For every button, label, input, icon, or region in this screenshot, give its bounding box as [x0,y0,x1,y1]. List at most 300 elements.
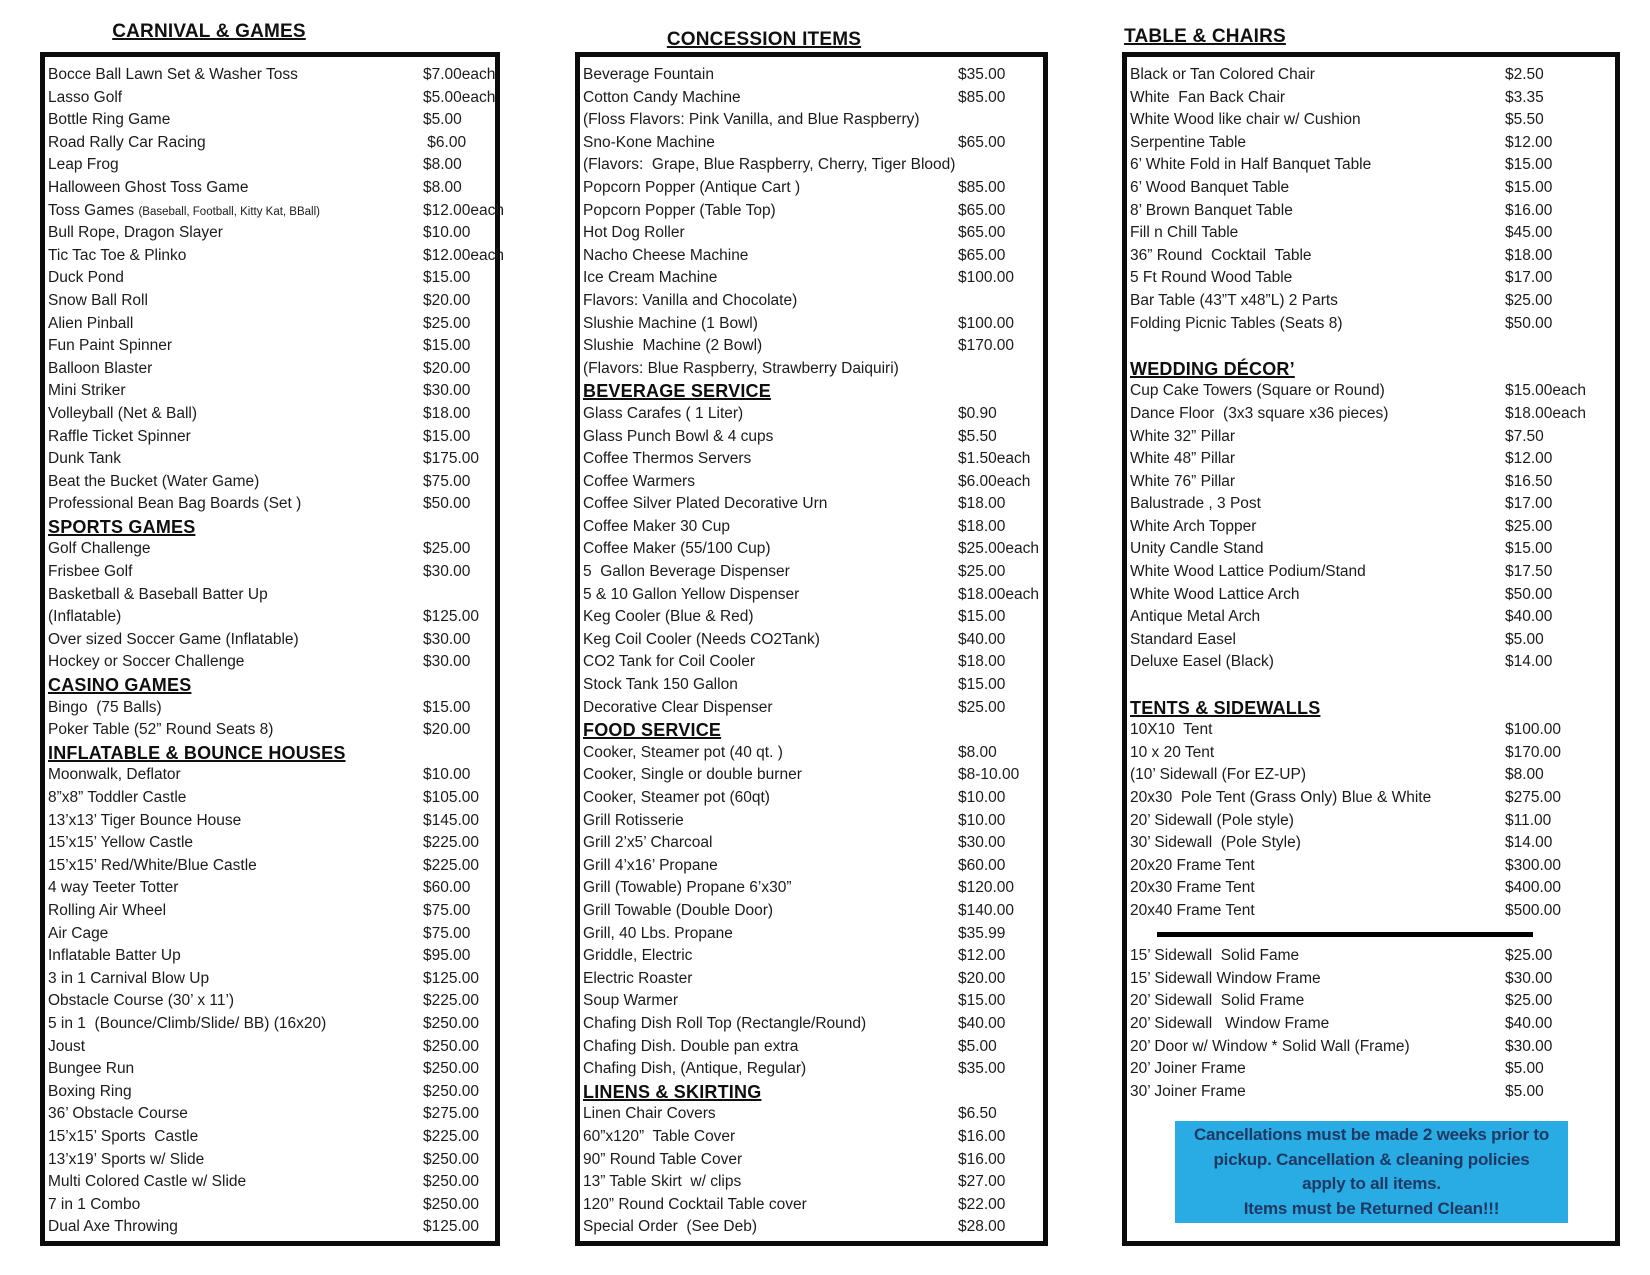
item-price: $5.00 [1505,1060,1544,1078]
item-name: 5 Gallon Beverage Dispenser [583,563,790,581]
item-price: $15.00 [423,698,471,716]
item-row [580,109,1043,132]
item-name: Hot Dog Roller [583,224,685,242]
item-row [580,923,1043,946]
item-price: $250.00 [423,1060,480,1078]
item-row [580,1126,1043,1149]
item-name: Coffee Warmers [583,472,695,490]
section-header-label: INFLATABLE & BOUNCE HOUSES [48,742,346,763]
item-name: Chafing Dish, (Antique, Regular) [583,1060,807,1078]
item-price: $15.00 [423,269,471,287]
item-name: 5 Ft Round Wood Table [1130,269,1293,287]
item-price: $30.00 [958,834,1006,852]
item-row [1127,471,1615,494]
item-row [580,403,1043,426]
item-price: $12.00 [958,947,1006,965]
item-price: $20.00 [958,969,1006,987]
item-price: $145.00 [423,811,480,829]
item-row [1127,651,1615,674]
item-row [1127,177,1615,200]
item-row [45,945,495,968]
item-name: 20x40 Frame Tent [1130,901,1255,919]
item-row [580,177,1043,200]
item-name: Grill Towable (Double Door) [583,901,774,919]
item-price: $6.00 [423,133,467,151]
item-row [1127,1036,1615,1059]
price-list-table-chairs [1122,52,1620,1246]
item-name: Coffee Thermos Servers [583,450,752,468]
item-price: $500.00 [1505,901,1562,919]
item-name: Dual Axe Throwing [48,1218,178,1236]
item-row [45,403,495,426]
item-row [45,267,495,290]
item-price: $30.00 [423,382,471,400]
item-name: Serpentine Table [1130,133,1247,151]
item-row [45,290,495,313]
item-row [580,290,1043,313]
item-name: White 76” Pillar [1130,472,1236,490]
item-price: $15.00each [1505,382,1587,400]
item-name: 20’ Door w/ Window * Solid Wall (Frame) [1130,1037,1410,1055]
item-name: Grill Rotisserie [583,811,684,829]
item-row [1127,810,1615,833]
item-price: $5.00each [423,88,496,106]
item-name: Fun Paint Spinner [48,337,173,355]
item-row [580,245,1043,268]
item-name: Balustrade , 3 Post [1130,495,1261,513]
item-price: $30.00 [423,653,471,671]
item-name: White Wood Lattice Arch [1130,585,1300,603]
item-name: Keg Coil Cooler (Needs CO2Tank) [583,630,820,648]
item-price: $75.00 [423,472,471,490]
item-price: $25.00 [958,563,1006,581]
item-price: $8.00 [958,743,997,761]
item-price: $35.00 [958,1060,1006,1078]
item-row [580,1216,1043,1239]
item-name: Bocce Ball Lawn Set & Washer Toss [48,66,298,83]
item-name: Bull Rope, Dragon Slayer [48,224,223,242]
item-row [45,832,495,855]
item-name: Cooker, Steamer pot (60qt) [583,789,770,806]
section-header [580,719,1043,742]
item-row [1127,1058,1615,1081]
item-price: $250.00 [423,1082,480,1100]
item-name: Leap Frog [48,156,119,174]
item-name: Alien Pinball [48,314,134,332]
item-row [45,697,495,720]
item-name: Folding Picnic Tables (Seats 8) [1130,314,1343,332]
section-header [1127,358,1615,381]
item-price: $12.00each [423,246,505,264]
item-price: $18.00each [958,585,1040,603]
item-row [1127,267,1615,290]
item-price: $20.00 [423,291,471,309]
item-name: Ice Cream Machine [583,269,718,287]
item-price: $40.00 [958,1014,1006,1032]
item-row [580,132,1043,155]
item-price: $20.00 [423,359,471,377]
item-row [1127,426,1615,449]
notice-line: apply to all items. [1302,1174,1441,1193]
item-name: Obstacle Course (30’ x 11’) [48,992,235,1010]
item-price: $15.00 [1505,156,1553,174]
item-row [1127,245,1615,268]
item-price: $22.00 [958,1195,1006,1213]
blank-row [1127,335,1615,358]
item-price: $100.00 [1505,721,1562,739]
item-price: $12.00 [1505,450,1553,468]
item-name: Decorative Clear Dispenser [583,698,773,716]
item-price: $15.00 [1505,540,1553,558]
item-price: $40.00 [1505,608,1553,626]
item-name: 15’x15’ Red/White/Blue Castle [48,856,257,874]
item-price: $225.00 [423,856,480,874]
item-name: Raffle Ticket Spinner [48,427,191,445]
notice-line: pickup. Cancellation & cleaning policies [1213,1149,1530,1169]
item-price: $5.00 [958,1037,997,1055]
item-name-detail: (Baseball, Football, Kitty Kat, BBall) [138,206,320,219]
item-row [45,1171,495,1194]
item-row [45,877,495,900]
item-price: $16.50 [1505,472,1553,490]
item-name: 20x30 Pole Tent (Grass Only) Blue & White [1130,789,1432,806]
item-name: Coffee Maker (55/100 Cup) [583,540,771,558]
item-price: $65.00 [958,201,1006,219]
item-name: Grill 4’x16’ Propane [583,856,718,874]
item-price: $3.35 [1505,88,1544,106]
item-row [45,64,495,87]
item-name: (Inflatable) [48,608,122,626]
item-row [45,448,495,471]
divider-line [1157,932,1533,937]
section-header [580,1081,1043,1104]
item-name: Unity Candle Stand [1130,540,1264,558]
item-name: 20’ Sidewall Window Frame [1130,1014,1330,1032]
notice-line: Items must be Returned Clean!!! [1243,1198,1500,1218]
item-name: Hockey or Soccer Challenge [48,653,245,671]
item-row [45,584,495,607]
section-header-label: TENTS & SIDEWALLS [1130,697,1321,718]
column-title-carnival-games: CARNIVAL & GAMES [112,21,306,42]
item-price: $18.00 [958,517,1006,535]
item-name: Balloon Blaster [48,359,153,377]
item-price: $25.00 [1505,947,1553,965]
item-row [45,313,495,336]
item-row [1127,64,1615,87]
item-row [580,493,1043,516]
item-row [580,516,1043,539]
item-name: 36” Round Cocktail Table [1130,246,1312,264]
item-row [580,335,1043,358]
item-price: $275.00 [423,1105,480,1123]
item-row [45,1194,495,1217]
item-row [45,810,495,833]
item-name: Deluxe Easel (Black) [1130,653,1274,671]
item-name: Bingo (75 Balls) [48,698,162,716]
item-row [1127,222,1615,245]
item-price: $175.00 [423,450,480,468]
item-price: $11.00 [1505,811,1552,829]
item-row [580,945,1043,968]
item-price: $5.50 [1505,111,1544,129]
item-name: Professional Bean Bag Boards (Set ) [48,495,302,513]
item-name: 10 x 20 Tent [1130,743,1215,761]
item-row [1127,403,1615,426]
item-row [45,1058,495,1081]
item-price: $100.00 [958,269,1015,287]
item-price: $25.00 [423,540,471,558]
item-price: $1.50each [958,450,1031,468]
item-name: Griddle, Electric [583,947,693,965]
item-price: $65.00 [958,133,1006,151]
item-price: $15.00 [423,337,471,355]
section-header [45,742,495,765]
item-name: Snow Ball Roll [48,291,148,309]
item-name: 20’ Sidewall (Pole style) [1130,811,1294,829]
item-price: $18.00 [423,404,471,422]
item-row [580,87,1043,110]
item-row [1127,606,1615,629]
item-price: $16.00 [958,1127,1006,1145]
section-header-label: LINENS & SKIRTING [583,1081,762,1102]
item-price: $35.99 [958,924,1006,942]
item-name: 13” Table Skirt w/ clips [583,1173,742,1191]
item-row [1127,87,1615,110]
item-name: 4 way Teeter Totter [48,879,179,897]
section-header-label: SPORTS GAMES [48,516,196,537]
item-price: $5.00 [1505,630,1544,648]
item-price: $125.00 [423,1218,480,1236]
item-name: White 32” Pillar [1130,427,1236,445]
item-name: 3 in 1 Carnival Blow Up [48,969,210,987]
item-name: Beverage Fountain [583,66,714,83]
item-name: White 48” Pillar [1130,450,1236,468]
item-price: $50.00 [1505,314,1553,332]
item-row [45,471,495,494]
item-name: White Fan Back Chair [1130,88,1286,106]
section-header [1127,697,1615,720]
item-row [45,606,495,629]
item-price: $18.00 [958,653,1006,671]
item-row [1127,742,1615,765]
item-name: Glass Punch Bowl & 4 cups [583,427,774,445]
item-price: $17.00 [1505,269,1553,287]
item-row [45,561,495,584]
item-row [580,1103,1043,1126]
item-name: 15’ Sidewall Window Frame [1130,969,1321,987]
item-price: $5.50 [958,427,997,445]
item-price: $25.00 [958,698,1006,716]
item-row [45,1103,495,1126]
item-price: $30.00 [423,563,471,581]
item-row [580,471,1043,494]
item-row [580,629,1043,652]
section-header-label: FOOD SERVICE [583,720,722,741]
item-name: Beat the Bucket (Water Game) [48,472,260,490]
item-name: Grill 2’x5’ Charcoal [583,834,713,852]
section-header [45,674,495,697]
item-row [580,448,1043,471]
item-row [580,200,1043,223]
item-name: Chafing Dish Roll Top (Rectangle/Round) [583,1014,867,1032]
item-price: $5.00 [1505,1082,1544,1100]
item-name: Flavors: Vanilla and Chocolate) [583,291,798,309]
item-row [45,154,495,177]
item-price: $6.50 [958,1105,997,1123]
item-row [580,222,1043,245]
item-name: 15’x15’ Sports Castle [48,1127,199,1145]
item-name: Joust [48,1037,86,1055]
item-row [580,1058,1043,1081]
item-row [45,335,495,358]
item-price: $25.00each [958,540,1040,558]
item-price: $250.00 [423,1195,480,1213]
item-price: $30.00 [1505,1037,1553,1055]
item-name: Black or Tan Colored Chair [1130,66,1315,83]
item-price: $6.00each [958,472,1031,490]
item-price: $75.00 [423,924,471,942]
item-row [1127,109,1615,132]
item-name: Cup Cake Towers (Square or Round) [1130,382,1385,400]
item-row [580,968,1043,991]
item-name: Air Cage [48,924,109,942]
item-name: 30’ Joiner Frame [1130,1082,1246,1100]
item-name: Sno-Kone Machine [583,133,715,151]
item-row [45,1013,495,1036]
item-row [1127,132,1615,155]
item-name: Linen Chair Covers [583,1105,716,1123]
item-name: Cooker, Single or double burner [583,766,802,784]
item-row [580,358,1043,381]
item-name: Dunk Tank [48,450,121,468]
notice-line: Cancellations must be made 2 weeks prior to [1193,1125,1550,1144]
item-row [1127,764,1615,787]
item-name: Golf Challenge [48,540,151,558]
item-price: $27.00 [958,1173,1006,1191]
item-price: $170.00 [958,337,1015,355]
item-name: (Flavors: Blue Raspberry, Strawberry Daiquiri) [583,359,899,377]
item-name: 15’x15’ Yellow Castle [48,834,194,852]
item-name: White Arch Topper [1130,517,1257,535]
item-name: Cotton Candy Machine [583,88,741,106]
item-price: $16.00 [958,1150,1006,1168]
item-price: $50.00 [423,495,471,513]
item-price: $10.00 [958,789,1006,806]
item-row [580,990,1043,1013]
item-name: 36’ Obstacle Course [48,1105,188,1123]
item-row [45,923,495,946]
item-name: Glass Carafes ( 1 Liter) [583,404,744,422]
item-name: Volleyball (Net & Ball) [48,404,198,422]
item-price: $45.00 [1505,224,1553,242]
item-name: Toss Games [48,201,139,219]
item-row [45,132,495,155]
item-name: 8”x8” Toddler Castle [48,789,187,806]
item-price: $28.00 [958,1218,1006,1236]
item-name: Inflatable Batter Up [48,947,181,965]
item-price: $100.00 [958,314,1015,332]
item-row [580,1194,1043,1217]
item-row [1127,380,1615,403]
item-row [580,1171,1043,1194]
item-row [45,900,495,923]
item-row [1127,516,1615,539]
column-title-concession-items: CONCESSION ITEMS [666,29,862,50]
item-name: Chafing Dish. Double pan extra [583,1037,799,1055]
item-name: Frisbee Golf [48,563,133,581]
item-price: $25.00 [1505,517,1553,535]
item-name: Coffee Maker 30 Cup [583,517,731,535]
item-price: $250.00 [423,1037,480,1055]
section-header [45,516,495,539]
item-price: $25.00 [1505,291,1553,309]
item-name: Lasso Golf [48,88,123,106]
item-name: 90” Round Table Cover [583,1150,743,1168]
item-price: $85.00 [958,178,1006,196]
item-price: $40.00 [958,630,1006,648]
item-row [45,87,495,110]
item-row [1127,990,1615,1013]
item-name: Nacho Cheese Machine [583,246,749,264]
item-price: $40.00 [1505,1014,1553,1032]
item-row [1127,448,1615,471]
item-price: $250.00 [423,1150,480,1168]
item-name: 30’ Sidewall (Pole Style) [1130,834,1301,852]
item-name: Standard Easel [1130,630,1236,648]
item-name: 120” Round Cocktail Table cover [583,1195,807,1213]
item-price: $25.00 [423,314,471,332]
item-row [1127,313,1615,336]
item-name: Antique Metal Arch [1130,608,1261,626]
item-name: Slushie Machine (1 Bowl) [583,314,758,332]
item-name: Popcorn Popper (Antique Cart ) [583,178,801,196]
item-row [580,742,1043,765]
item-price: $18.00 [1505,246,1553,264]
item-row [1127,154,1615,177]
item-price: $225.00 [423,1127,480,1145]
item-name: Coffee Silver Plated Decorative Urn [583,495,828,513]
item-name: Moonwalk, Deflator [48,766,181,784]
cancellation-notice [1175,1121,1568,1223]
item-name: Duck Pond [48,269,124,287]
item-price: $14.00 [1505,653,1553,671]
item-row [580,877,1043,900]
item-price: $12.00 [1505,133,1553,151]
item-row [580,697,1043,720]
price-list-concession-items [575,52,1048,1246]
item-price: $12.00each [423,201,505,219]
item-row [45,493,495,516]
item-price: $8.00 [1505,766,1544,784]
item-price: $275.00 [1505,789,1562,806]
item-price: $400.00 [1505,879,1562,897]
section-header-label: CASINO GAMES [48,675,192,696]
item-row [45,358,495,381]
item-row [45,245,505,268]
item-name: 20x30 Frame Tent [1130,879,1255,897]
item-price: $15.00 [958,992,1006,1010]
item-price: $10.00 [958,811,1006,829]
item-price: $17.50 [1505,563,1553,581]
item-row [45,538,495,561]
item-name: Bar Table (43”T x48”L) 2 Parts [1130,291,1338,309]
item-name: (Flavors: Grape, Blue Raspberry, Cherry, Tiger Blood) [583,156,956,174]
item-row [580,1013,1043,1036]
item-name: Road Rally Car Racing [48,133,206,151]
item-price: $20.00 [423,721,471,739]
item-name: Slushie Machine (2 Bowl) [583,337,763,355]
item-price: $16.00 [1505,201,1553,219]
